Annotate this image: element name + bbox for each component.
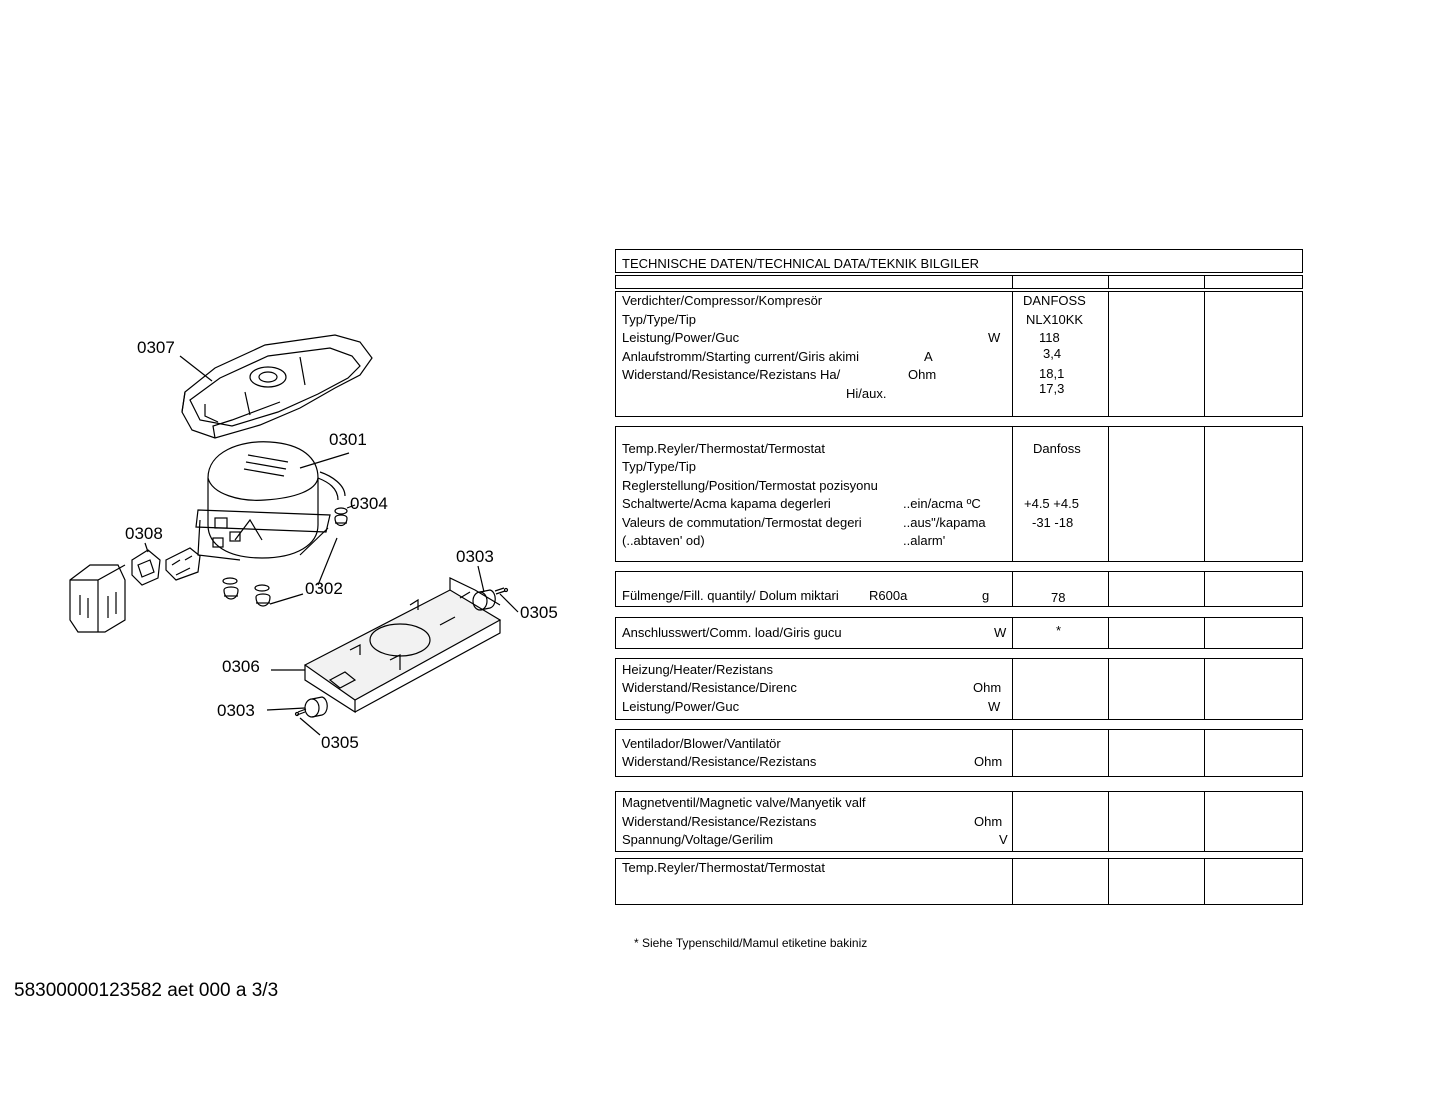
valve-row-2-unit: Ohm (974, 814, 1003, 829)
footnote: * Siehe Typenschild/Mamul etiketine bakiniz (634, 936, 868, 950)
part-0308-drawing (70, 548, 200, 632)
leader-0307 (180, 356, 212, 381)
compressor-value-3: 118 (1039, 330, 1060, 345)
blower-row-2-unit: Ohm (974, 754, 1003, 769)
compressor-row-2: Typ/Type/Tip (622, 312, 696, 327)
label-0304: 0304 (350, 494, 388, 513)
label-0301: 0301 (329, 430, 367, 449)
compressor-row-5-unit: Ohm (908, 367, 937, 382)
leader-0305b (300, 718, 320, 735)
leader-0303a (478, 566, 484, 592)
compressor-value-6: 17,3 (1039, 381, 1065, 396)
valve-row-3: Spannung/Voltage/Gerilim (622, 832, 774, 847)
part-0305-bottom-drawing (296, 709, 307, 716)
thermostat-row-3: Reglerstellung/Position/Termostat pozisyonu (622, 478, 878, 493)
label-0308: 0308 (125, 524, 163, 543)
thermostat-value-1: Danfoss (1033, 441, 1081, 456)
heater-row-1: Heizung/Heater/Rezistans (622, 662, 774, 677)
thermostat-value-4: +4.5 +4.5 (1024, 496, 1079, 511)
thermostat-row-6-mid: ..alarm' (903, 533, 946, 548)
label-0303-top: 0303 (456, 547, 494, 566)
compressor-row-3: Leistung/Power/Guc (622, 330, 740, 345)
label-0302: 0302 (305, 579, 343, 598)
compressor-row-5: Widerstand/Resistance/Rezistans Ha/ (622, 367, 841, 382)
label-0306: 0306 (222, 657, 260, 676)
leader-0302b (318, 538, 337, 585)
thermostat2-row-1: Temp.Reyler/Thermostat/Termostat (622, 860, 826, 875)
thermostat-row-2: Typ/Type/Tip (622, 459, 696, 474)
thermostat-row-4: Schaltwerte/Acma kapama degerleri (622, 496, 831, 511)
compressor-value-1: DANFOSS (1023, 293, 1086, 308)
fill-unit: g (982, 588, 990, 603)
heater-row-3: Leistung/Power/Guc (622, 699, 740, 714)
leader-0305a (500, 594, 518, 612)
table-title: TECHNISCHE DATEN/TECHNICAL DATA/TEKNIK BILGILER (622, 256, 980, 271)
heater-row-3-unit: W (988, 699, 1001, 714)
thermostat-row-4-mid: ..ein/acma ºC (903, 496, 981, 511)
leader-0301 (300, 453, 349, 468)
thermostat-value-5: -31 -18 (1032, 515, 1074, 530)
thermostat-row-6: (..abtaven' od) (622, 533, 705, 548)
part-0307-drawing (182, 335, 372, 438)
fill-label: Fülmenge/Fill. quantily/ Dolum miktari (622, 588, 839, 603)
valve-row-3-unit: V (999, 832, 1008, 847)
part-0306-drawing (305, 578, 500, 712)
load-unit: W (994, 625, 1007, 640)
label-0307: 0307 (137, 338, 175, 357)
compressor-value-4: 3,4 (1043, 346, 1062, 361)
compressor-row-4: Anlaufstromm/Starting current/Giris akimi (622, 349, 859, 364)
leader-0303b (267, 708, 305, 710)
part-0305-top-drawing (495, 588, 508, 594)
load-label: Anschlusswert/Comm. load/Giris gucu (622, 625, 842, 640)
part-0304-drawing (335, 508, 347, 526)
part-0301-drawing (196, 442, 345, 560)
fill-value: 78 (1051, 590, 1066, 605)
thermostat-row-1: Temp.Reyler/Thermostat/Termostat (622, 441, 826, 456)
heater-row-2-unit: Ohm (973, 680, 1002, 695)
fill-refrigerant: R600a (869, 588, 908, 603)
heater-row-2: Widerstand/Resistance/Direnc (622, 680, 797, 695)
label-0305-top: 0305 (520, 603, 558, 622)
valve-row-2: Widerstand/Resistance/Rezistans (622, 814, 817, 829)
load-value: * (1056, 623, 1062, 638)
compressor-value-2: NLX10KK (1026, 312, 1084, 327)
compressor-value-5: 18,1 (1039, 366, 1065, 381)
document-id: 58300000123582 aet 000 a 3/3 (14, 980, 279, 1001)
thermostat-row-5-mid: ..aus"/kapama (903, 515, 986, 530)
part-0302-drawing (223, 578, 270, 606)
compressor-row-3-unit: W (988, 330, 1001, 345)
compressor-row-6: Hi/aux. (846, 386, 887, 401)
compressor-row-4-unit: A (924, 349, 933, 364)
label-0305-bottom: 0305 (321, 733, 359, 752)
compressor-row-1: Verdichter/Compressor/Kompresör (622, 293, 823, 308)
thermostat-row-5: Valeurs de commutation/Termostat degeri (622, 515, 862, 530)
blower-row-2: Widerstand/Resistance/Rezistans (622, 754, 817, 769)
blower-row-1: Ventilador/Blower/Vantilatör (622, 736, 781, 751)
label-0303-bottom: 0303 (217, 701, 255, 720)
table-header-row (615, 275, 1303, 289)
part-0303-bottom-drawing (305, 697, 327, 717)
valve-row-1: Magnetventil/Magnetic valve/Manyetik valf (622, 795, 866, 810)
leader-0302 (270, 594, 303, 604)
